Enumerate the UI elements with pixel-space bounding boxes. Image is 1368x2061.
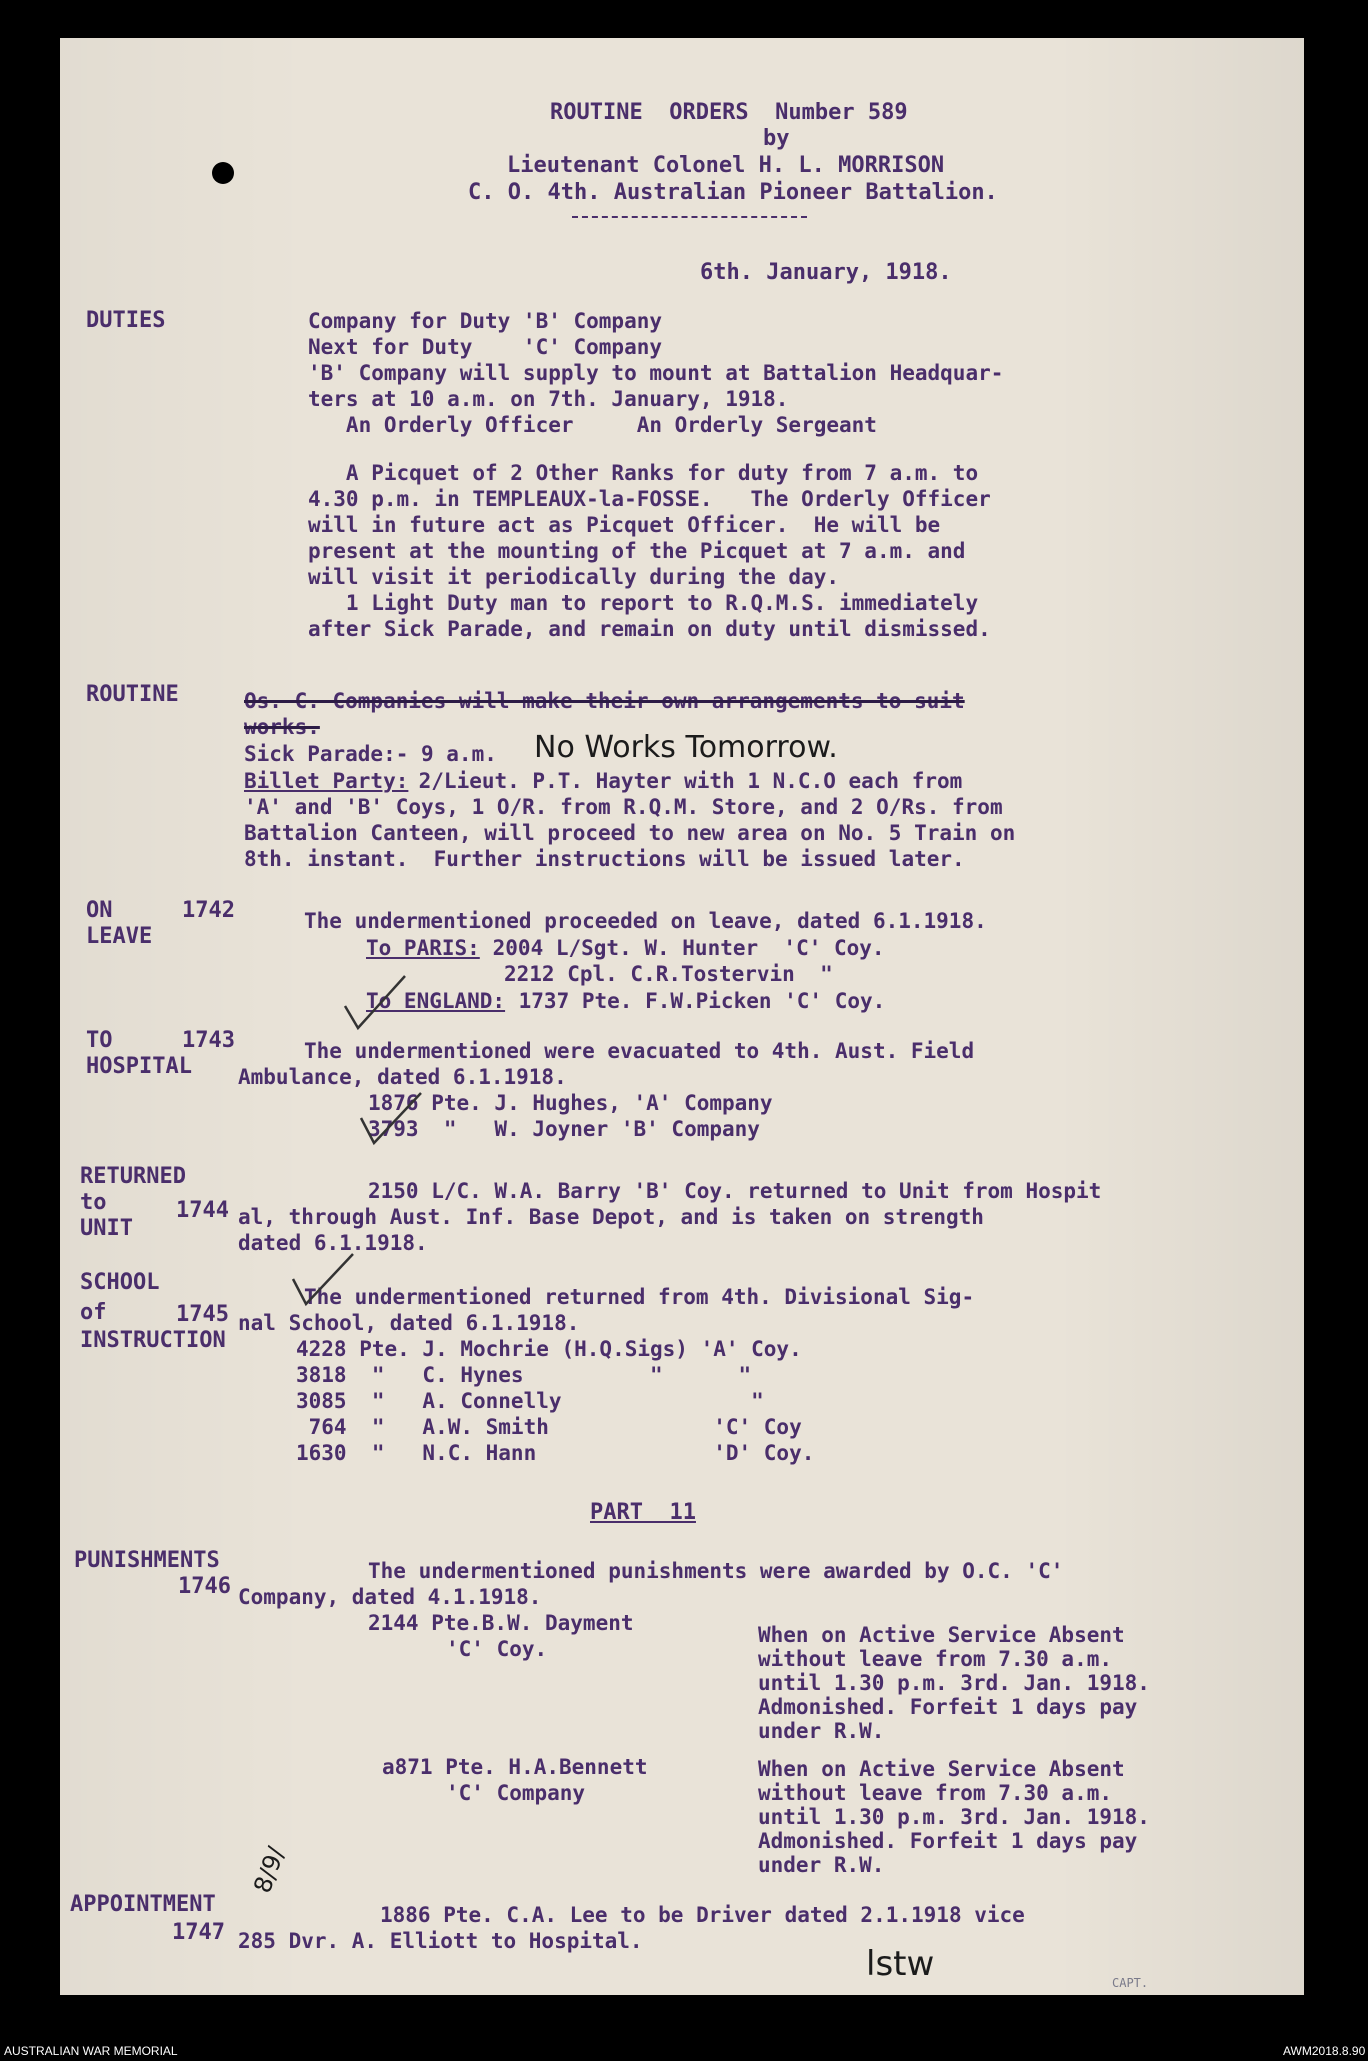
header-line-3: Lieutenant Colonel H. L. MORRISON <box>507 153 945 178</box>
school-line: nal School, dated 6.1.1918. <box>238 1311 580 1335</box>
appointment-label: APPOINTMENT <box>70 1892 216 1917</box>
returned-line: 2150 L/C. W.A. Barry 'B' Coy. returned to Unit from Hospit <box>368 1179 1102 1203</box>
returned-label: RETURNED <box>80 1164 186 1189</box>
punishment-name: 'C' Company <box>446 1781 586 1805</box>
duties-line: after Sick Parade, and remain on duty until dismissed. <box>308 617 991 641</box>
returned-order-number: 1744 <box>176 1198 229 1223</box>
header-line-1: ROUTINE ORDERS Number 589 <box>550 100 908 125</box>
billet-line: Battalion Canteen, will proceed to new area on No. 5 Train on <box>244 821 1016 845</box>
leave-label: LEAVE <box>86 924 153 949</box>
school-line: The undermentioned returned from 4th. Divisional Sig- <box>304 1285 975 1309</box>
duties-line: Next for Duty 'C' Company <box>308 335 663 359</box>
punishment-desc: until 1.30 p.m. 3rd. Jan. 1918. <box>758 1805 1150 1829</box>
hospital-label: TO <box>86 1028 113 1053</box>
billet-line: 2/Lieut. P.T. Hayter with 1 N.C.O each from <box>406 769 963 793</box>
leave-line: The undermentioned proceeded on leave, dated 6.1.1918. <box>304 909 987 933</box>
to-england-label: To ENGLAND: <box>366 989 506 1013</box>
returned-line: dated 6.1.1918. <box>238 1231 428 1255</box>
document-sheet <box>60 38 1304 1995</box>
duties-line: will in future act as Picquet Officer. He will be <box>308 513 941 537</box>
leave-line: 2212 Cpl. C.R.Tostervin " <box>504 962 833 986</box>
punishment-desc: Admonished. Forfeit 1 days pay <box>758 1829 1138 1853</box>
check-mark-icon <box>340 968 410 1038</box>
leave-line: 1737 Pte. F.W.Picken 'C' Coy. <box>506 989 886 1013</box>
hospital-line: 1876 Pte. J. Hughes, 'A' Company <box>368 1091 773 1115</box>
header-line-2: by <box>763 126 790 151</box>
footer-id: AWM2018.8.90 <box>1283 2044 1366 2058</box>
header-date: 6th. January, 1918. <box>700 260 952 285</box>
billet-party-label: Billet Party: <box>244 769 409 793</box>
punch-hole <box>212 162 234 184</box>
hospital-order-number: 1743 <box>182 1028 235 1053</box>
part-heading: PART 11 <box>590 1500 696 1525</box>
hospital-label: HOSPITAL <box>86 1054 192 1079</box>
check-mark-icon <box>356 1088 426 1158</box>
duties-line: Company for Duty 'B' Company <box>308 309 663 333</box>
punishment-name: 2144 Pte.B.W. Dayment <box>368 1611 634 1635</box>
leave-line: 2004 L/Sgt. W. Hunter 'C' Coy. <box>480 936 885 960</box>
duties-line: An Orderly Officer An Orderly Sergeant <box>308 413 877 437</box>
routine-label: ROUTINE <box>86 682 179 707</box>
check-mark-icon <box>288 1244 358 1314</box>
header-line-4: C. O. 4th. Australian Pioneer Battalion. <box>468 180 998 205</box>
returned-label: to <box>80 1190 107 1215</box>
stamp-text: CAPT. <box>1112 1976 1149 1990</box>
header-rule <box>572 216 807 218</box>
school-row: 3818 " C. Hynes " " <box>296 1363 752 1387</box>
leave-order-number: 1742 <box>182 898 235 923</box>
school-row: 764 " A.W. Smith 'C' Coy <box>296 1415 802 1439</box>
to-paris-label: To PARIS: <box>366 936 480 960</box>
hospital-line: Ambulance, dated 6.1.1918. <box>238 1065 567 1089</box>
punishment-name: 'C' Coy. <box>446 1637 548 1661</box>
punishment-desc: without leave from 7.30 a.m. <box>758 1647 1113 1671</box>
school-row: 3085 " A. Connelly " <box>296 1389 764 1413</box>
punishments-line: Company, dated 4.1.1918. <box>238 1585 542 1609</box>
footer-credit: AUSTRALIAN WAR MEMORIAL <box>4 2044 178 2058</box>
billet-line: 8th. instant. Further instructions will be issued later. <box>244 847 965 871</box>
duties-line: ters at 10 a.m. on 7th. January, 1918. <box>308 387 789 411</box>
punishment-desc: Admonished. Forfeit 1 days pay <box>758 1695 1138 1719</box>
duties-line: 'B' Company will supply to mount at Battalion Headquar- <box>308 361 1004 385</box>
duties-line: present at the mounting of the Picquet at 7 a.m. and <box>308 539 966 563</box>
margin-handwriting: 8/9/ <box>248 1843 291 1897</box>
leave-label: ON <box>86 898 113 923</box>
routine-sick-parade: Sick Parade:- 9 a.m. <box>244 742 497 766</box>
school-row: 4228 Pte. J. Mochrie (H.Q.Sigs) 'A' Coy. <box>296 1337 802 1361</box>
returned-line: al, through Aust. Inf. Base Depot, and is taken on strength <box>238 1205 984 1229</box>
duties-label: DUTIES <box>86 308 166 333</box>
hospital-line: The undermentioned were evacuated to 4th. Aust. Field <box>304 1039 975 1063</box>
appointment-line: 285 Dvr. A. Elliott to Hospital. <box>238 1929 643 1953</box>
punishments-line: The undermentioned punishments were awarded by O.C. 'C' <box>368 1559 1064 1583</box>
punishment-name: a871 Pte. H.A.Bennett <box>382 1755 648 1779</box>
punishment-desc: When on Active Service Absent <box>758 1757 1125 1781</box>
handwritten-note: No Works Tomorrow. <box>534 730 838 765</box>
school-label: INSTRUCTION <box>80 1328 226 1353</box>
returned-label: UNIT <box>80 1216 133 1241</box>
punishment-desc: under R.W. <box>758 1853 885 1877</box>
punishment-desc: under R.W. <box>758 1719 885 1743</box>
billet-line: 'A' and 'B' Coys, 1 O/R. from R.Q.M. Store, and 2 O/Rs. from <box>244 795 1003 819</box>
duties-line: 1 Light Duty man to report to R.Q.M.S. immediately <box>308 591 979 615</box>
duties-line: will visit it periodically during the day. <box>308 565 840 589</box>
routine-struck-line: works. <box>244 715 320 739</box>
bottom-handwriting: lstw <box>866 1944 935 1984</box>
punishment-desc: When on Active Service Absent <box>758 1623 1125 1647</box>
school-order-number: 1745 <box>176 1302 229 1327</box>
school-label: SCHOOL <box>80 1270 160 1295</box>
appointment-line: 1886 Pte. C.A. Lee to be Driver dated 2.1.1918 vice <box>380 1903 1025 1927</box>
school-row: 1630 " N.C. Hann 'D' Coy. <box>296 1441 815 1465</box>
duties-line: 4.30 p.m. in TEMPLEAUX-la-FOSSE. The Orderly Officer <box>308 487 991 511</box>
routine-struck-line: Os. C. Companies will make their own arrangements to suit <box>244 689 965 713</box>
punishments-order-number: 1746 <box>178 1574 231 1599</box>
punishments-label: PUNISHMENTS <box>74 1548 220 1573</box>
school-label: of <box>80 1300 107 1325</box>
punishment-desc: without leave from 7.30 a.m. <box>758 1781 1113 1805</box>
duties-line: A Picquet of 2 Other Ranks for duty from 7 a.m. to <box>308 461 979 485</box>
punishment-desc: until 1.30 p.m. 3rd. Jan. 1918. <box>758 1671 1150 1695</box>
hospital-line: 3793 " W. Joyner 'B' Company <box>368 1117 760 1141</box>
appointment-order-number: 1747 <box>172 1920 225 1945</box>
